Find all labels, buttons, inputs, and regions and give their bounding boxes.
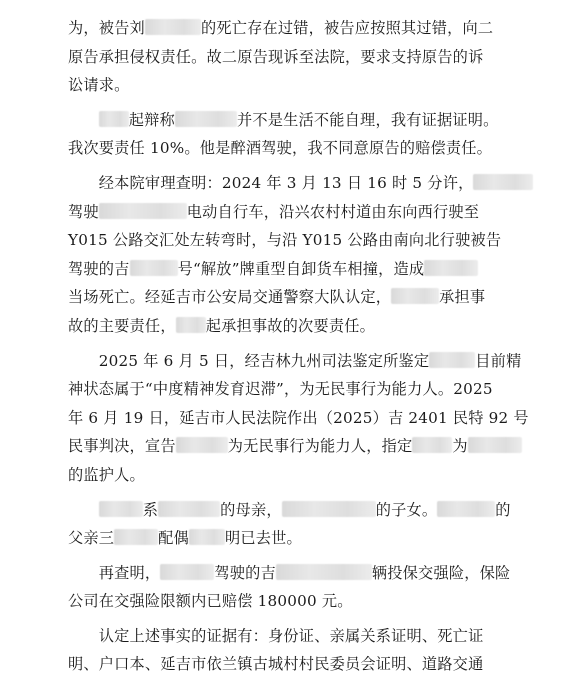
redaction-blur: [276, 564, 372, 580]
redaction-blur: [176, 437, 228, 453]
text-segment: 目前精: [475, 351, 522, 370]
text-segment: 神状态属于“中度精神发育迟滞”，为无民事行为能力人。2025: [68, 380, 493, 399]
text-segment: 起辩称: [128, 110, 175, 129]
redaction-blur: [391, 288, 439, 304]
text-segment: 电动自行车，沿兴农村村道由东向西行驶至: [186, 202, 480, 221]
text-segment: 的监护人。: [68, 465, 145, 484]
text-segment: 故的主要责任，: [68, 316, 176, 335]
text-segment: 系: [142, 500, 159, 519]
text-line: [68, 650, 516, 679]
text-line: [68, 71, 516, 100]
text-segment: 公司在交强险限额内已赔偿 180000 元。: [68, 592, 353, 611]
text-line: [68, 461, 516, 490]
paragraph: [68, 347, 529, 490]
redaction-blur: [99, 501, 143, 517]
text-segment: 的死亡存在过错，被告应按照其过错，向二: [200, 19, 494, 37]
text-segment: 驾驶: [68, 202, 99, 221]
text-segment: 民事判决，宣告: [68, 437, 176, 456]
text-line: [68, 106, 516, 135]
text-segment: 驾驶的吉: [214, 563, 276, 582]
redaction-blur: [473, 174, 533, 190]
text-segment: [68, 111, 99, 129]
paragraph: [68, 559, 516, 616]
text-line: [68, 169, 516, 198]
redaction-blur: [437, 501, 495, 517]
text-line: [68, 559, 516, 588]
text-segment: 再查明，: [68, 563, 161, 582]
redaction-blur: [99, 111, 129, 127]
text-line: [68, 496, 516, 525]
text-segment: 辆投保交强险，保险: [371, 563, 511, 582]
paragraph: [68, 106, 516, 163]
redaction-blur: [282, 501, 376, 517]
text-segment: 讼请求。: [68, 76, 130, 95]
text-segment: 2025 年 6 月 5 日，经吉林九州司法鉴定所鉴定: [68, 351, 430, 370]
redaction-blur: [468, 437, 522, 453]
text-segment: 承担事: [439, 288, 486, 307]
text-segment: 配偶: [158, 529, 189, 548]
text-segment: 为，被告刘: [68, 19, 145, 37]
text-line: [68, 226, 516, 255]
text-segment: 经本院审理查明：2024 年 3 月 13 日 16 时 5 分许，: [68, 173, 474, 192]
redaction-blur: [145, 19, 201, 35]
redaction-blur: [175, 111, 237, 127]
redaction-blur: [130, 260, 178, 276]
text-line: [68, 43, 516, 72]
text-segment: 驾驶的吉: [68, 259, 130, 278]
text-segment: 我次要责任 10%。他是醉酒驾驶，我不同意原告的赔偿责任。: [68, 139, 493, 158]
redaction-blur: [176, 317, 206, 333]
text-segment: 的子女。: [375, 500, 438, 519]
text-line: [68, 255, 516, 284]
redaction-blur: [158, 501, 220, 517]
text-segment: 为无民事行为能力人，指定: [227, 437, 413, 456]
text-line: [68, 587, 516, 616]
text-segment: 的: [495, 500, 511, 519]
paragraph: [68, 14, 516, 100]
redaction-blur: [99, 203, 187, 219]
text-line: [68, 312, 516, 341]
redaction-blur: [424, 260, 478, 276]
text-line: [68, 375, 516, 404]
text-line: [68, 14, 516, 43]
text-segment: 起承担事故的次要责任。: [205, 316, 375, 335]
text-line: [68, 134, 516, 163]
text-segment: 认定上述事实的证据有：身份证、亲属关系证明、死亡证: [68, 626, 484, 645]
text-segment: [68, 501, 99, 519]
text-segment: 并不是生活不能自理，我有证据证明。: [236, 110, 499, 129]
redaction-blur: [429, 352, 475, 368]
redaction-blur: [114, 529, 158, 545]
text-line: [68, 347, 522, 376]
text-segment: 原告承担侵权责任。故二原告现诉至法院，要求支持原告的诉: [68, 47, 484, 66]
text-segment: 年 6 月 19 日，延吉市人民法院作出（2025）吉 2401 民特 92 号: [68, 408, 529, 427]
text-segment: 父亲三: [68, 529, 115, 548]
text-segment: 明、户口本、延吉市依兰镇古城村村民委员会证明、道路交通: [68, 655, 484, 674]
text-segment: Y015 公路交汇处左转弯时，与沿 Y015 公路由南向北行驶被告: [68, 231, 502, 250]
text-line: [68, 283, 516, 312]
redaction-blur: [160, 564, 214, 580]
paragraph: [68, 622, 516, 679]
text-segment: 明已去世。: [224, 529, 302, 548]
text-segment: 的母亲，: [220, 500, 282, 519]
text-line: [68, 404, 529, 433]
text-segment: 为: [452, 437, 468, 456]
text-line: [68, 432, 516, 461]
text-line: [68, 622, 516, 651]
paragraph: [68, 496, 516, 553]
paragraph: [68, 169, 516, 341]
text-line: [68, 198, 516, 227]
redaction-blur: [189, 529, 225, 545]
text-line: [68, 524, 516, 553]
text-segment: 号“解放”牌重型自卸货车相撞，造成: [177, 259, 425, 278]
text-segment: 当场死亡。经延吉市公安局交通警察大队认定，: [68, 288, 392, 307]
redaction-blur: [412, 437, 452, 453]
